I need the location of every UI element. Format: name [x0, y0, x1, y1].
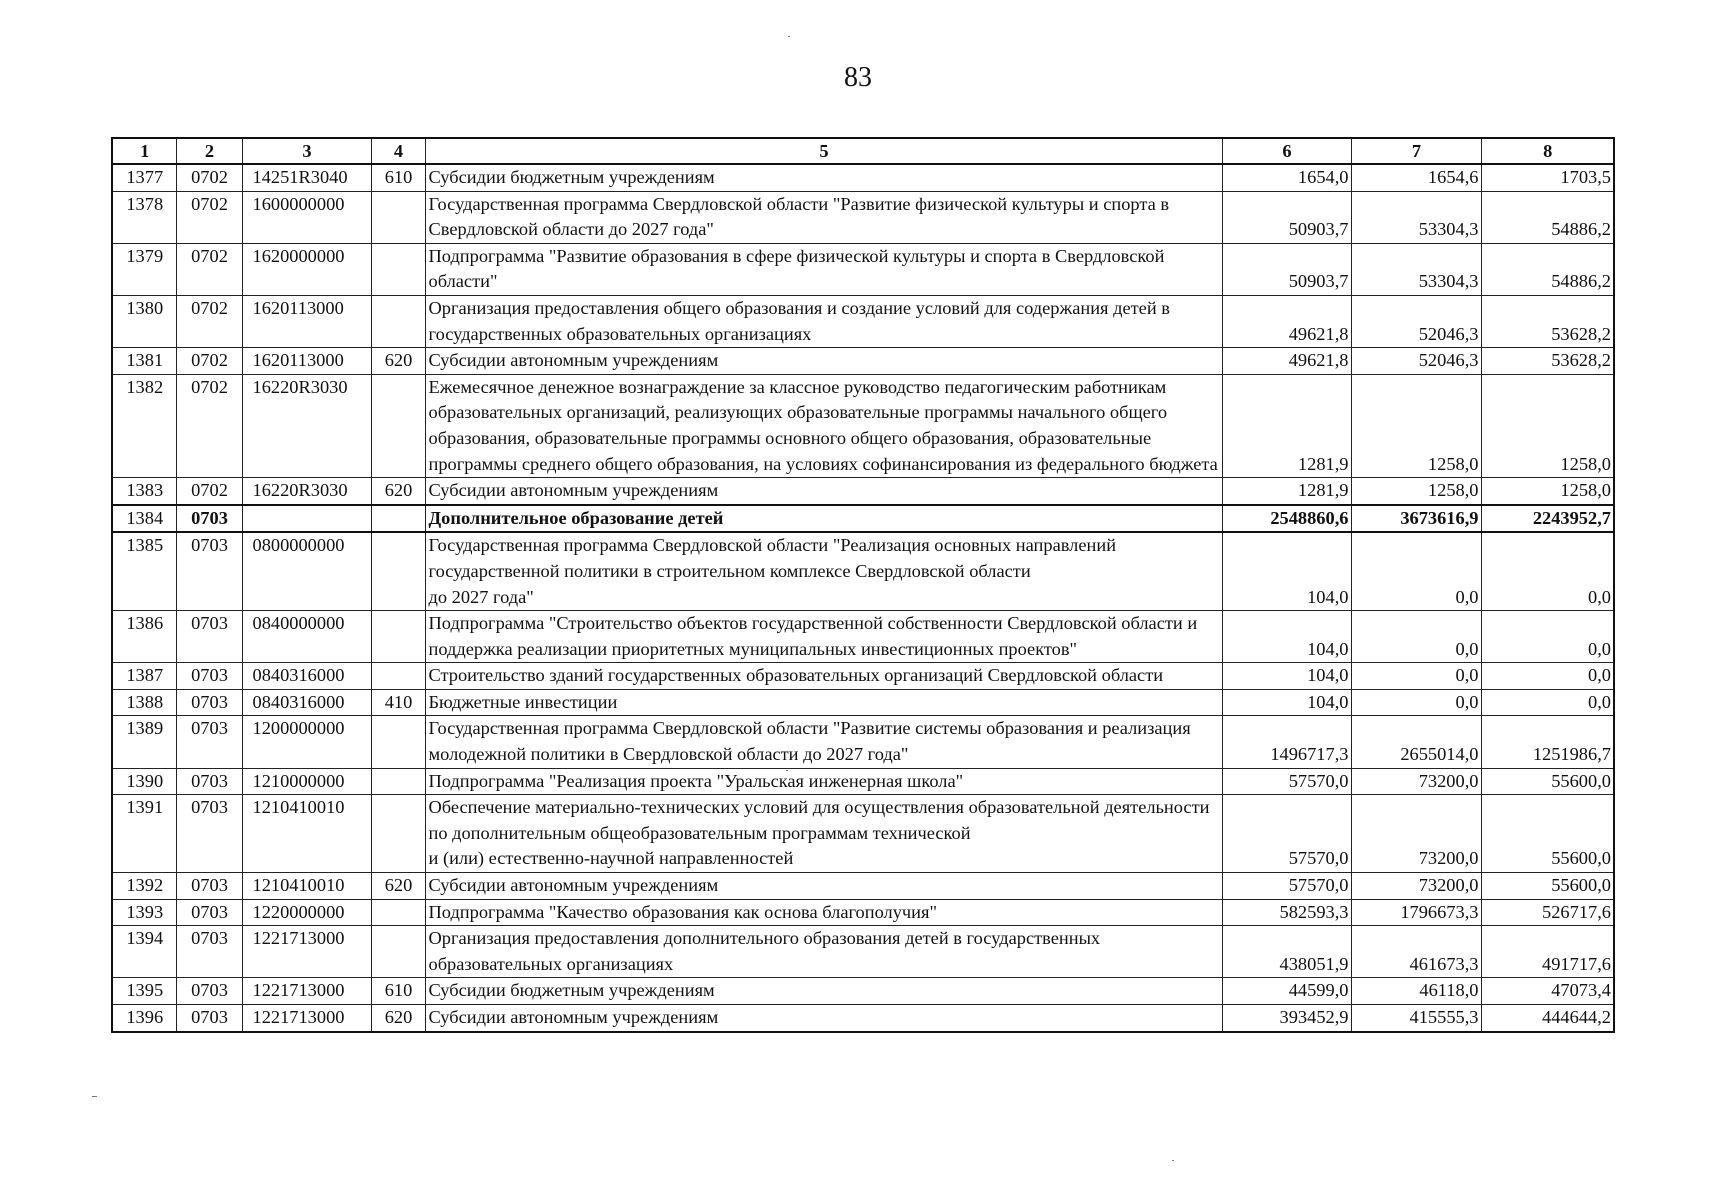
table-row — [112, 243, 1614, 295]
cell-section-code: 0702 — [176, 243, 242, 295]
table-row — [112, 689, 1614, 716]
page-number: 83 — [844, 62, 872, 93]
cell-amount-col6: 104,0 — [1222, 663, 1351, 690]
cell-target-code: 1221713000 — [242, 926, 371, 978]
table-row — [112, 295, 1614, 347]
cell-amount-col7: 1654,6 — [1351, 164, 1481, 191]
table-row — [112, 532, 1614, 610]
cell-target-code: 1620113000 — [242, 348, 371, 375]
cell-amount-col8: 1258,0 — [1481, 478, 1614, 505]
cell-target-code: 0840000000 — [242, 611, 371, 663]
cell-row-number: 1384 — [112, 505, 176, 533]
table-row — [112, 768, 1614, 795]
cell-section-code: 0702 — [176, 374, 242, 477]
cell-target-code: 1600000000 — [242, 191, 371, 243]
cell-amount-col7: 73200,0 — [1351, 795, 1481, 873]
scan-speck — [92, 1096, 97, 1097]
cell-expense-type — [371, 191, 425, 243]
cell-amount-col7: 0,0 — [1351, 689, 1481, 716]
cell-amount-col6: 582593,3 — [1222, 899, 1351, 926]
col-header-8: 8 — [1481, 138, 1614, 164]
cell-amount-col6: 1281,9 — [1222, 478, 1351, 505]
cell-amount-col6: 104,0 — [1222, 611, 1351, 663]
cell-description: Подпрограмма "Качество образования как основа благополучия" — [425, 899, 1222, 926]
cell-expense-type — [371, 243, 425, 295]
cell-expense-type: 610 — [371, 164, 425, 191]
cell-amount-col6: 50903,7 — [1222, 191, 1351, 243]
cell-row-number: 1391 — [112, 795, 176, 873]
cell-target-code: 1200000000 — [242, 716, 371, 768]
cell-row-number: 1388 — [112, 689, 176, 716]
table-row — [112, 191, 1614, 243]
cell-description: Организация предоставления дополнительного образования детей в государственных образовательных организациях — [425, 926, 1222, 978]
cell-target-code: 0800000000 — [242, 532, 371, 610]
cell-row-number: 1389 — [112, 716, 176, 768]
cell-amount-col7: 415555,3 — [1351, 1005, 1481, 1032]
cell-description: Субсидии автономным учреждениям — [425, 1005, 1222, 1032]
cell-description: Обеспечение материально-технических условий для осуществления образовательной деятельности по дополнительным общеобразовательным программам технической и (или) естественно-научной направленностей — [425, 795, 1222, 873]
table-row — [112, 348, 1614, 375]
cell-expense-type — [371, 611, 425, 663]
cell-expense-type — [371, 374, 425, 477]
cell-row-number: 1380 — [112, 295, 176, 347]
cell-amount-col8: 47073,4 — [1481, 978, 1614, 1005]
cell-section-code: 0703 — [176, 873, 242, 900]
table-row — [112, 478, 1614, 505]
cell-amount-col8: 491717,6 — [1481, 926, 1614, 978]
cell-expense-type: 620 — [371, 348, 425, 375]
cell-description: Подпрограмма "Строительство объектов государственной собственности Свердловской области и поддержка реализации приоритетных муниципальных инвестиционных проектов" — [425, 611, 1222, 663]
table-row — [112, 873, 1614, 900]
cell-section-code: 0703 — [176, 505, 242, 533]
table-row — [112, 611, 1614, 663]
cell-row-number: 1387 — [112, 663, 176, 690]
cell-amount-col7: 46118,0 — [1351, 978, 1481, 1005]
cell-amount-col7: 73200,0 — [1351, 873, 1481, 900]
cell-target-code — [242, 505, 371, 533]
scan-speck — [786, 770, 788, 771]
table-body — [112, 164, 1614, 1032]
cell-amount-col8: 1703,5 — [1481, 164, 1614, 191]
cell-amount-col7: 53304,3 — [1351, 243, 1481, 295]
cell-amount-col8: 53628,2 — [1481, 295, 1614, 347]
col-header-5: 5 — [425, 138, 1222, 164]
cell-description: Строительство зданий государственных образовательных организаций Свердловской области — [425, 663, 1222, 690]
cell-section-code: 0703 — [176, 1005, 242, 1032]
cell-amount-col7: 1258,0 — [1351, 478, 1481, 505]
cell-row-number: 1378 — [112, 191, 176, 243]
cell-section-code: 0703 — [176, 978, 242, 1005]
cell-description: Подпрограмма "Реализация проекта "Уральская инженерная школа" — [425, 768, 1222, 795]
cell-amount-col8: 0,0 — [1481, 532, 1614, 610]
cell-row-number: 1383 — [112, 478, 176, 505]
col-header-1: 1 — [112, 138, 176, 164]
cell-expense-type: 620 — [371, 873, 425, 900]
cell-description: Ежемесячное денежное вознаграждение за классное руководство педагогическим работникам образовательных организаций, реализующих образовательные программы начального общего образования, образовательные программы основного общего образования, образовательные программы среднего общего образования, на условиях софинансирования из федерального бюджета — [425, 374, 1222, 477]
cell-description: Организация предоставления общего образования и создание условий для содержания детей в государственных образовательных организациях — [425, 295, 1222, 347]
cell-row-number: 1381 — [112, 348, 176, 375]
cell-expense-type — [371, 295, 425, 347]
cell-amount-col8: 444644,2 — [1481, 1005, 1614, 1032]
cell-amount-col7: 0,0 — [1351, 663, 1481, 690]
cell-expense-type — [371, 899, 425, 926]
cell-expense-type — [371, 663, 425, 690]
cell-target-code: 1210410010 — [242, 795, 371, 873]
cell-section-code: 0702 — [176, 295, 242, 347]
table-row — [112, 926, 1614, 978]
cell-amount-col6: 49621,8 — [1222, 348, 1351, 375]
cell-amount-col6: 1281,9 — [1222, 374, 1351, 477]
cell-section-code: 0703 — [176, 926, 242, 978]
cell-target-code: 1210000000 — [242, 768, 371, 795]
cell-amount-col7: 1258,0 — [1351, 374, 1481, 477]
cell-amount-col7: 53304,3 — [1351, 191, 1481, 243]
cell-expense-type — [371, 926, 425, 978]
cell-amount-col7: 2655014,0 — [1351, 716, 1481, 768]
cell-amount-col6: 57570,0 — [1222, 768, 1351, 795]
cell-expense-type: 620 — [371, 1005, 425, 1032]
scan-speck — [1172, 1160, 1174, 1161]
cell-amount-col8: 0,0 — [1481, 663, 1614, 690]
cell-target-code: 1221713000 — [242, 978, 371, 1005]
cell-amount-col8: 53628,2 — [1481, 348, 1614, 375]
cell-description: Бюджетные инвестиции — [425, 689, 1222, 716]
cell-amount-col7: 0,0 — [1351, 611, 1481, 663]
cell-amount-col7: 3673616,9 — [1351, 505, 1481, 533]
cell-amount-col8: 55600,0 — [1481, 873, 1614, 900]
cell-amount-col7: 52046,3 — [1351, 348, 1481, 375]
cell-section-code: 0703 — [176, 689, 242, 716]
col-header-7: 7 — [1351, 138, 1481, 164]
cell-row-number: 1385 — [112, 532, 176, 610]
cell-amount-col8: 526717,6 — [1481, 899, 1614, 926]
cell-amount-col6: 44599,0 — [1222, 978, 1351, 1005]
cell-target-code: 1221713000 — [242, 1005, 371, 1032]
col-header-2: 2 — [176, 138, 242, 164]
cell-amount-col6: 104,0 — [1222, 532, 1351, 610]
cell-description: Субсидии автономным учреждениям — [425, 873, 1222, 900]
cell-amount-col6: 57570,0 — [1222, 795, 1351, 873]
col-header-6: 6 — [1222, 138, 1351, 164]
cell-section-code: 0703 — [176, 663, 242, 690]
cell-row-number: 1382 — [112, 374, 176, 477]
table-row — [112, 978, 1614, 1005]
cell-amount-col7: 73200,0 — [1351, 768, 1481, 795]
cell-description: Субсидии бюджетным учреждениям — [425, 978, 1222, 1005]
cell-expense-type: 410 — [371, 689, 425, 716]
cell-section-code: 0703 — [176, 795, 242, 873]
budget-table — [111, 137, 1615, 1033]
cell-amount-col8: 0,0 — [1481, 689, 1614, 716]
cell-row-number: 1392 — [112, 873, 176, 900]
cell-amount-col8: 54886,2 — [1481, 191, 1614, 243]
cell-amount-col8: 0,0 — [1481, 611, 1614, 663]
cell-expense-type — [371, 532, 425, 610]
cell-row-number: 1396 — [112, 1005, 176, 1032]
cell-description: Субсидии автономным учреждениям — [425, 478, 1222, 505]
cell-row-number: 1379 — [112, 243, 176, 295]
cell-section-code: 0702 — [176, 164, 242, 191]
cell-amount-col6: 438051,9 — [1222, 926, 1351, 978]
cell-target-code: 0840316000 — [242, 689, 371, 716]
cell-expense-type: 610 — [371, 978, 425, 1005]
cell-amount-col6: 57570,0 — [1222, 873, 1351, 900]
cell-amount-col8: 55600,0 — [1481, 768, 1614, 795]
cell-row-number: 1394 — [112, 926, 176, 978]
table-row — [112, 1005, 1614, 1032]
cell-target-code: 1620113000 — [242, 295, 371, 347]
cell-section-code: 0702 — [176, 191, 242, 243]
cell-target-code: 16220R3030 — [242, 374, 371, 477]
cell-section-code: 0703 — [176, 716, 242, 768]
cell-expense-type — [371, 505, 425, 533]
table-row — [112, 716, 1614, 768]
col-header-3: 3 — [242, 138, 371, 164]
cell-amount-col6: 1496717,3 — [1222, 716, 1351, 768]
cell-amount-col6: 104,0 — [1222, 689, 1351, 716]
cell-description: Субсидии бюджетным учреждениям — [425, 164, 1222, 191]
header-row — [112, 138, 1614, 164]
cell-amount-col7: 0,0 — [1351, 532, 1481, 610]
cell-amount-col7: 461673,3 — [1351, 926, 1481, 978]
cell-target-code: 16220R3030 — [242, 478, 371, 505]
cell-expense-type — [371, 795, 425, 873]
cell-amount-col6: 50903,7 — [1222, 243, 1351, 295]
cell-description: Субсидии автономным учреждениям — [425, 348, 1222, 375]
table-row — [112, 899, 1614, 926]
cell-target-code: 0840316000 — [242, 663, 371, 690]
table-row — [112, 795, 1614, 873]
cell-section-code: 0702 — [176, 478, 242, 505]
scan-speck — [788, 36, 790, 37]
cell-section-code: 0703 — [176, 611, 242, 663]
table-row — [112, 505, 1614, 533]
col-header-4: 4 — [371, 138, 425, 164]
cell-row-number: 1393 — [112, 899, 176, 926]
cell-expense-type — [371, 716, 425, 768]
cell-amount-col8: 1258,0 — [1481, 374, 1614, 477]
cell-description: Государственная программа Свердловской области "Развитие физической культуры и спорта в Свердловской области до 2027 года" — [425, 191, 1222, 243]
cell-amount-col6: 49621,8 — [1222, 295, 1351, 347]
table-row — [112, 374, 1614, 477]
cell-section-code: 0703 — [176, 899, 242, 926]
cell-amount-col6: 393452,9 — [1222, 1005, 1351, 1032]
cell-expense-type: 620 — [371, 478, 425, 505]
cell-amount-col8: 2243952,7 — [1481, 505, 1614, 533]
cell-amount-col7: 1796673,3 — [1351, 899, 1481, 926]
cell-amount-col8: 1251986,7 — [1481, 716, 1614, 768]
cell-amount-col6: 2548860,6 — [1222, 505, 1351, 533]
cell-section-code: 0703 — [176, 532, 242, 610]
cell-section-code: 0703 — [176, 768, 242, 795]
cell-row-number: 1390 — [112, 768, 176, 795]
cell-amount-col7: 52046,3 — [1351, 295, 1481, 347]
cell-row-number: 1386 — [112, 611, 176, 663]
cell-target-code: 1210410010 — [242, 873, 371, 900]
cell-target-code: 14251R3040 — [242, 164, 371, 191]
table-row — [112, 164, 1614, 191]
cell-section-code: 0702 — [176, 348, 242, 375]
cell-expense-type — [371, 768, 425, 795]
cell-row-number: 1377 — [112, 164, 176, 191]
table-row — [112, 663, 1614, 690]
cell-description: Подпрограмма "Развитие образования в сфере физической культуры и спорта в Свердловской области" — [425, 243, 1222, 295]
cell-amount-col8: 54886,2 — [1481, 243, 1614, 295]
cell-row-number: 1395 — [112, 978, 176, 1005]
cell-description: Дополнительное образование детей — [425, 505, 1222, 533]
cell-description: Государственная программа Свердловской области "Развитие системы образования и реализация молодежной политики в Свердловской области до 2027 года" — [425, 716, 1222, 768]
cell-target-code: 1620000000 — [242, 243, 371, 295]
cell-target-code: 1220000000 — [242, 899, 371, 926]
cell-amount-col6: 1654,0 — [1222, 164, 1351, 191]
cell-description: Государственная программа Свердловской области "Реализация основных направлений государственной политики в строительном комплексе Свердловской области до 2027 года" — [425, 532, 1222, 610]
cell-amount-col8: 55600,0 — [1481, 795, 1614, 873]
